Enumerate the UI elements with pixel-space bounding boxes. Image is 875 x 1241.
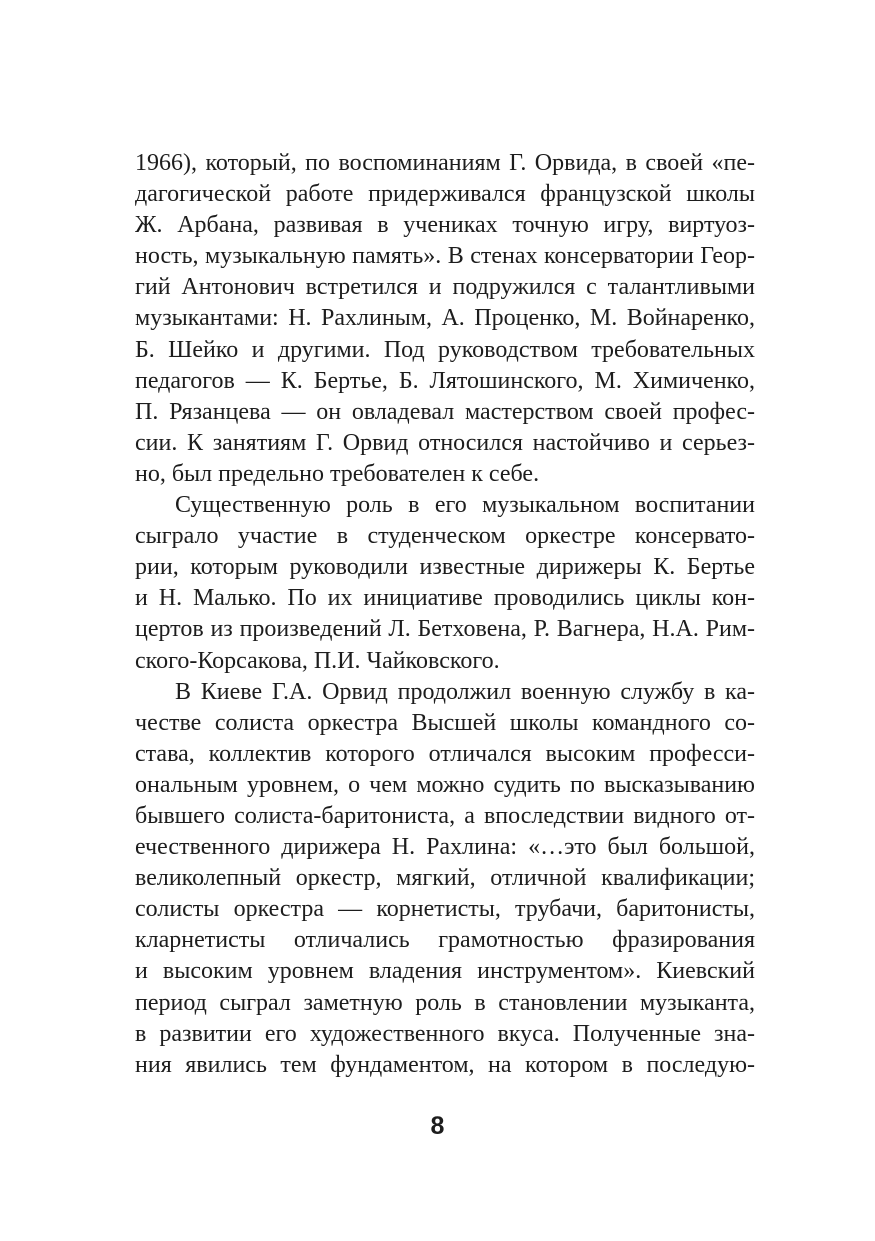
text-line: става, коллектив которого отличался высоким професси- xyxy=(135,740,755,767)
page-number: 8 xyxy=(430,1112,445,1140)
text-line: ность, музыкальную память». В стенах консерватории Геор- xyxy=(135,243,755,270)
text-line: Б. Шейко и другими. Под руководством требовательных xyxy=(135,336,755,363)
text-line: и Н. Малько. По их инициативе проводились циклы кон- xyxy=(135,585,755,612)
text-line: П. Рязанцева — он овладевал мастерством своей профес- xyxy=(135,398,755,425)
text-line: и высоким уровнем владения инструментом». Киевский xyxy=(135,958,755,985)
page-body-text xyxy=(135,148,755,1081)
text-line: Ж. Арбана, развивая в учениках точную игру, виртуоз- xyxy=(135,212,755,239)
text-line: ского-Корсакова, П.И. Чайковского. xyxy=(135,647,500,674)
text-line: бывшего солиста-баритониста, а впоследствии видного от- xyxy=(135,802,755,829)
text-line: но, был предельно требователен к себе. xyxy=(135,460,540,487)
text-line: В Киеве Г.А. Орвид продолжил военную службу в ка- xyxy=(175,678,755,705)
text-line: ния явились тем фундаментом, на котором в последую- xyxy=(135,1051,755,1078)
paragraph-1 xyxy=(135,148,755,490)
paragraph-2 xyxy=(135,490,755,677)
text-line: великолепный оркестр, мягкий, отличной квалификации; xyxy=(135,865,755,892)
text-line: музыкантами: Н. Рахлиным, А. Проценко, М. Войнаренко, xyxy=(135,305,755,332)
text-line: 1966), который, по воспоминаниям Г. Орвида, в своей «пе- xyxy=(135,150,755,176)
text-line: в развитии его художественного вкуса. Полученные зна- xyxy=(135,1020,755,1047)
text-line: дагогической работе придерживался французской школы xyxy=(135,181,755,208)
paragraph-3 xyxy=(135,677,755,1081)
text-line: педагогов — К. Бертье, Б. Лятошинского, М. Химиченко, xyxy=(135,367,755,394)
text-line: сии. К занятиям Г. Орвид относился настойчиво и серьез- xyxy=(135,429,755,456)
text-line: кларнетисты отличались грамотностью фразирования xyxy=(135,927,755,954)
text-line: цертов из произведений Л. Бетховена, Р. Вагнера, Н.А. Рим- xyxy=(135,616,755,643)
text-line: солисты оркестра — корнетисты, трубачи, баритонисты, xyxy=(135,896,755,923)
text-line: честве солиста оркестра Высшей школы командного со- xyxy=(135,709,755,736)
text-line: Существенную роль в его музыкальном воспитании xyxy=(175,492,755,519)
text-line: ечественного дирижера Н. Рахлина: «…это был большой, xyxy=(135,834,755,861)
text-line: ональным уровнем, о чем можно судить по высказыванию xyxy=(135,771,755,798)
text-line: период сыграл заметную роль в становлении музыканта, xyxy=(135,989,755,1016)
text-line: гий Антонович встретился и подружился с талантливыми xyxy=(135,274,755,301)
text-line: сыграло участие в студенческом оркестре консервато- xyxy=(135,523,755,550)
text-line: рии, которым руководили известные дирижеры К. Бертье xyxy=(135,554,755,581)
